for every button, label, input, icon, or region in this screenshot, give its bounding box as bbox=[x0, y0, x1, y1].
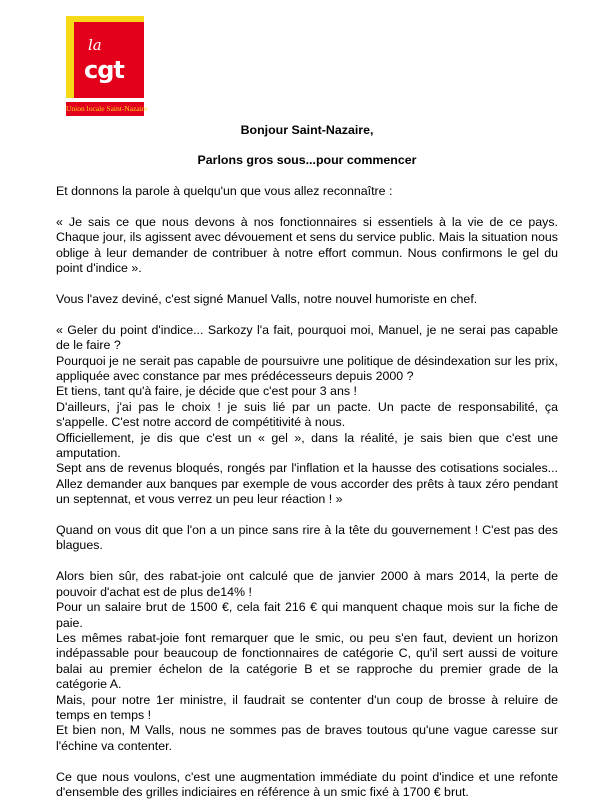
fact-line: Alors bien sûr, des rabat-joie ont calculé que de janvier 2000 à mars 2014, la perte de pouvoir d'achat est de plus de14% ! bbox=[56, 569, 558, 599]
quote-line: Officiellement, je dis que c'est un « gel », dans la réalité, je sais bien que c'est une amputation. bbox=[56, 430, 558, 461]
quote-line: Sept ans de revenus bloqués, rongés par l'inflation et la hausse des cotisations sociales... Allez demander aux banques par exemple de vous accorder des prêts à taux zéro pendant un septennat, et vous verrez un peu leur réaction ! » bbox=[56, 461, 558, 507]
cgt-logo-badge bbox=[66, 16, 144, 98]
quote-line: « Geler du point d'indice... Sarkozy l'a fait, pourquoi moi, Manuel, je ne serai pas capable de le faire ? bbox=[56, 322, 558, 353]
greeting-heading: Bonjour Saint-Nazaire, bbox=[240, 123, 374, 137]
logo-yellow-stripe bbox=[66, 16, 74, 98]
letter-body bbox=[56, 123, 558, 800]
fact-line: Les mêmes rabat-joie font remarquer que le smic, ou peu s'en faut, devient un horizon indépassable pour beaucoup de fonctionnaires de catégorie C, qu'il sert aussi de voiture balai au premier échelon de la catégorie B et se rapproche du premier grade de la catégorie A. bbox=[56, 630, 558, 692]
second-quote-block bbox=[56, 323, 558, 508]
facts-block bbox=[56, 569, 558, 754]
joke-paragraph: Quand on vous dit que l'on a un pince sans rire à la tête du gouvernement ! C'est pas des blagues. bbox=[56, 523, 558, 553]
fact-line: Mais, pour notre 1er ministre, il faudrait se contenter d'un coup de brosse à reluire de temps en temps ! bbox=[56, 692, 558, 722]
quote-line: Pourquoi je ne serait pas capable de poursuivre une politique de désindexation sur les prix, appliquée avec constance par mes prédécesseurs depuis 2000 ? bbox=[56, 353, 558, 384]
logo-la-text: la bbox=[88, 36, 102, 54]
intro-paragraph: Et donnons la parole à quelqu'un que vous allez reconnaître : bbox=[56, 184, 393, 199]
logo-subtitle: Union locale Saint-Nazaire bbox=[66, 102, 144, 116]
demand-paragraph: Ce que nous voulons, c'est une augmentation immédiate du point d'indice et une refonte d'ensemble des grilles indiciaires en référence à un smic fixé à 1700 € brut. bbox=[56, 769, 558, 799]
quote-line: D'ailleurs, j'ai pas le choix ! je suis lié par un pacte. Un pacte de responsabilité, ça s'appelle. C'est notre accord de compétitivité à nous. bbox=[56, 399, 558, 430]
valls-quote-paragraph: « Je sais ce que nous devons à nos fonctionnaires si essentiels à la vie de ce pays. Chaque jour, ils agissent avec dévouement et sens du service public. Mais la situation nous oblige à leur demander de contribuer à notre effort commun. Nous confirmons le gel du point d'indice ». bbox=[56, 215, 558, 276]
logo-cgt-text: cgt bbox=[84, 56, 124, 84]
logo-yellow-band bbox=[66, 16, 144, 22]
fact-line: Pour un salaire brut de 1500 €, cela fait 216 € qui manquent chaque mois sur la fiche de paie. bbox=[56, 600, 558, 630]
quote-line: Et tiens, tant qu'à faire, je décide que c'est pour 3 ans ! bbox=[56, 384, 357, 399]
fact-line: Et bien non, M Valls, nous ne sommes pas de braves toutous qu'une vague caresse sur l'échine va contenter. bbox=[56, 723, 558, 753]
subtitle-heading: Parlons gros sous...pour commencer bbox=[197, 153, 417, 168]
cgt-logo bbox=[66, 16, 148, 116]
signed-paragraph: Vous l'avez deviné, c'est signé Manuel Valls, notre nouvel humoriste en chef. bbox=[56, 292, 478, 307]
